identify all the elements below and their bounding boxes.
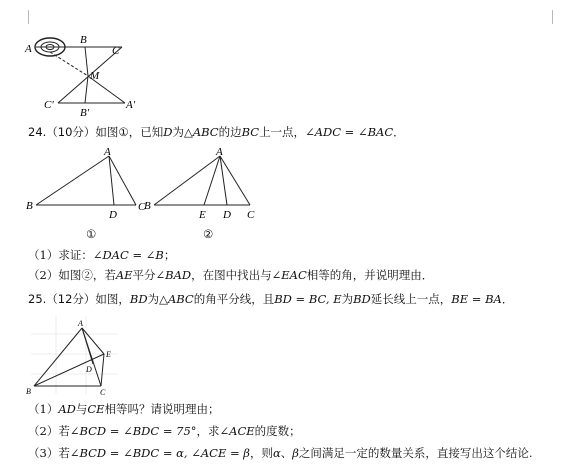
label-B: B	[144, 200, 151, 212]
label-C: C	[247, 209, 255, 221]
label-D: D	[223, 209, 231, 221]
label-C: C	[138, 201, 146, 213]
figure-top	[22, 30, 147, 120]
q25-statement: 25.（12分）如图，BD为△ABC的角平分线，且BD = BC, E为BD延长线上一点，BE = BA．	[28, 292, 514, 306]
figure-q24-1	[26, 146, 151, 221]
label-B-prime: B′	[80, 107, 90, 119]
label-D: D	[86, 365, 92, 374]
label-M: M	[90, 70, 100, 82]
caption-figure-2: ②	[203, 227, 214, 241]
label-A-prime: A′	[126, 99, 136, 111]
q24-statement: 24.（10分）如图①，已知D为△ABC的边BC上一点，∠ADC = ∠BAC．	[28, 125, 405, 139]
label-A: A	[216, 146, 223, 158]
figure-q25	[26, 314, 122, 398]
q25-part-1: （1）AD与CE相等吗？请说明理由；	[28, 402, 220, 416]
caption-figure-1: ①	[86, 227, 97, 241]
label-B: B	[80, 34, 87, 46]
label-A: A	[104, 146, 111, 158]
label-B: B	[26, 200, 33, 212]
q24-part-2: （2）如图②，若AE平分∠BAD，在图中找出与∠EAC相等的角，并说明理由．	[28, 268, 434, 282]
label-C: C	[100, 388, 106, 397]
label-A: A	[78, 319, 83, 328]
label-E: E	[199, 209, 206, 221]
label-B: B	[26, 387, 31, 396]
q25-part-2: （2）若∠BCD = ∠BDC = 75°，求∠ACE的度数；	[28, 424, 301, 438]
label-A: A	[25, 43, 32, 55]
label-E: E	[106, 350, 111, 359]
page-corner-mark	[552, 10, 567, 24]
label-C-prime: C′	[44, 99, 54, 111]
figure-q24-2	[144, 146, 264, 221]
q24-part-1: （1）求证：∠DAC = ∠B；	[28, 248, 176, 262]
label-D: D	[109, 209, 117, 221]
page-corner-mark	[14, 10, 29, 24]
q25-part-3: （3）若∠BCD = ∠BDC = α, ∠ACE = β，则α、β之间满足一定的数量关系，直接写出这个结论.	[28, 446, 533, 460]
label-C: C	[112, 45, 120, 57]
